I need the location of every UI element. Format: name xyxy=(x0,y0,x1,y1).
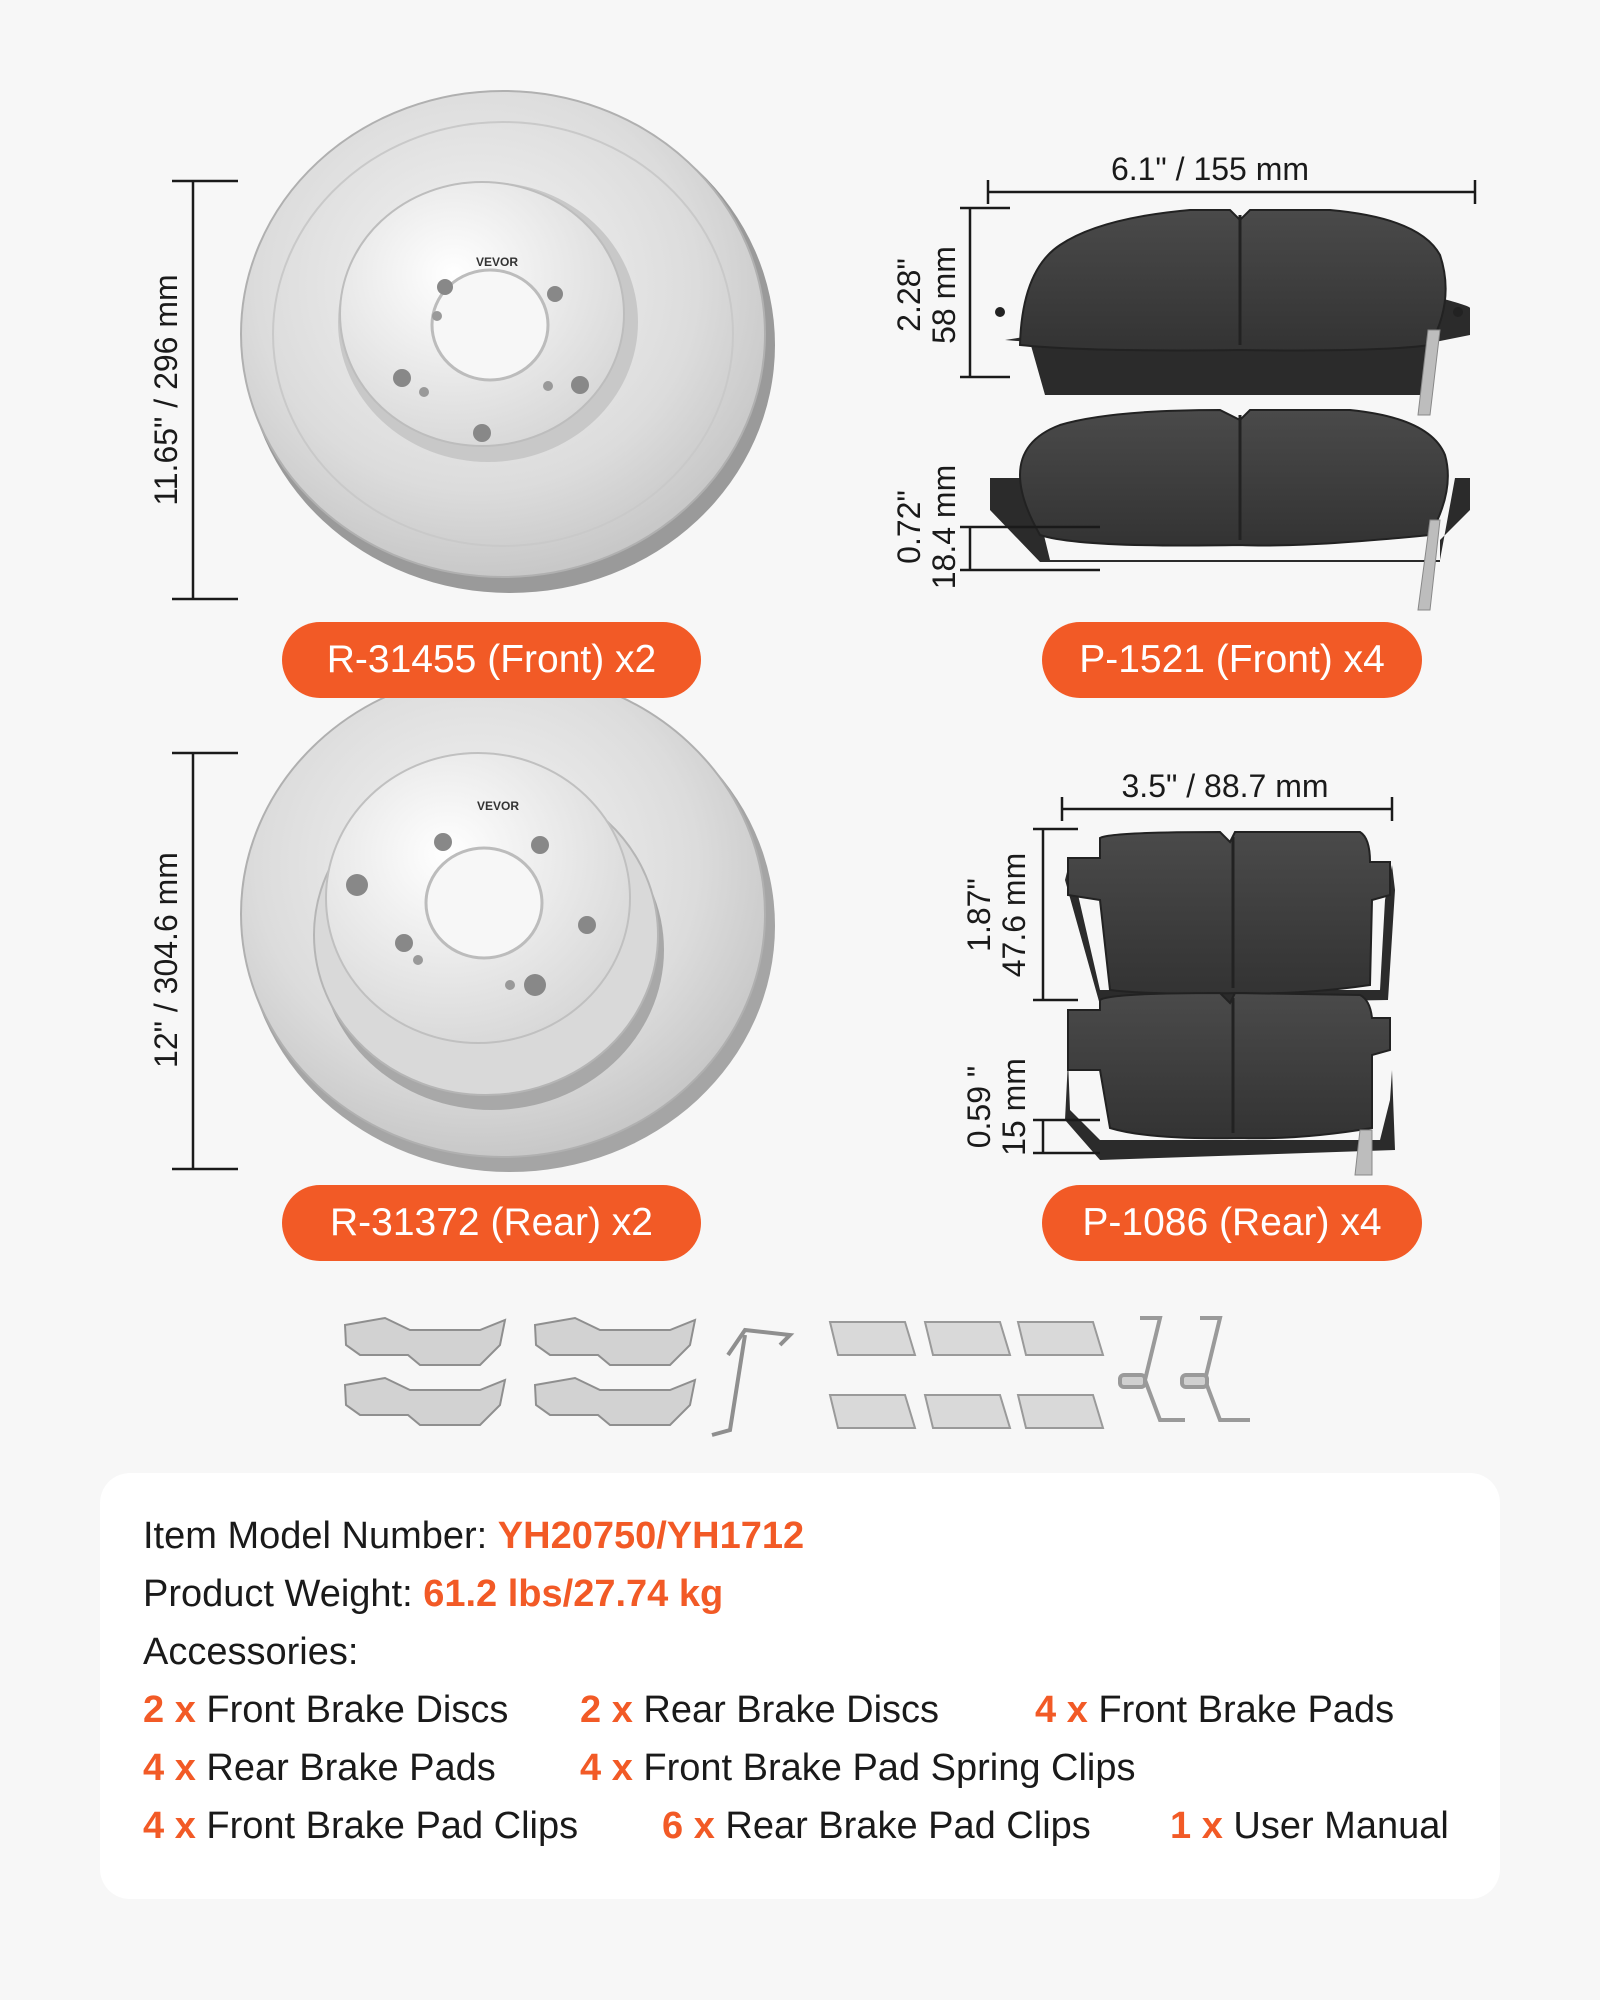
accessory-qty: 2 x xyxy=(143,1689,196,1731)
rear-pad-height-mm-label: 47.6 mm xyxy=(996,852,1032,978)
rear-pad-spring-clips-image xyxy=(1120,1318,1250,1420)
model-number-value: YH20750/YH1712 xyxy=(497,1515,805,1557)
model-number-line xyxy=(143,1512,804,1560)
accessory-name: User Manual xyxy=(1222,1805,1449,1847)
front-pad-spring-clip-image xyxy=(712,1330,790,1435)
model-number-label: Item Model Number: xyxy=(143,1515,498,1557)
accessory-item xyxy=(580,1686,939,1734)
accessory-item xyxy=(1170,1802,1449,1850)
accessory-item xyxy=(1035,1686,1394,1734)
accessory-item xyxy=(580,1744,1136,1792)
front-rotor-brand: VEVOR xyxy=(475,255,519,269)
accessory-qty: 1 x xyxy=(1170,1805,1223,1847)
accessory-name: Front Brake Discs xyxy=(195,1689,509,1731)
front-rotor-diameter-label: 11.65" / 296 mm xyxy=(148,274,184,506)
rear-pad-clips-image xyxy=(830,1322,1103,1428)
accessory-item xyxy=(143,1686,508,1734)
rear-pad-thickness-mm-label: 15 mm xyxy=(996,1058,1032,1156)
rear-pad-thickness-in-label: 0.59 " xyxy=(961,1065,997,1149)
product-weight-label: Product Weight: xyxy=(143,1573,424,1615)
front-pads-part-label: P-1521 (Front) x4 xyxy=(1042,622,1422,698)
product-weight-line xyxy=(143,1570,723,1618)
accessory-item xyxy=(143,1802,578,1850)
rear-rotor-image xyxy=(241,671,775,1172)
front-pad-height-line xyxy=(960,208,1010,377)
accessory-item xyxy=(662,1802,1091,1850)
product-weight-value: 61.2 lbs/27.74 kg xyxy=(423,1573,724,1615)
front-pad-thickness-mm-label: 18.4 mm xyxy=(926,464,962,590)
rear-pad-height-line xyxy=(1033,829,1078,1000)
accessory-name: Rear Brake Discs xyxy=(632,1689,940,1731)
front-pad-clips-image xyxy=(345,1318,695,1425)
front-pad-height-in-label: 2.28" xyxy=(891,258,927,332)
accessories-heading: Accessories: xyxy=(143,1631,359,1673)
accessory-qty: 4 x xyxy=(143,1747,196,1789)
accessory-qty: 4 x xyxy=(1035,1689,1088,1731)
front-pad-height-mm-label: 58 mm xyxy=(926,246,962,344)
front-pad-length-label: 6.1" / 155 mm xyxy=(1110,151,1310,187)
rear-rotor-diameter-label: 12" / 304.6 mm xyxy=(148,852,184,1068)
rear-pad-height-in-label: 1.87" xyxy=(961,878,997,952)
accessory-item xyxy=(143,1744,496,1792)
rear-brake-pads-image xyxy=(1065,832,1395,1175)
accessory-qty: 6 x xyxy=(662,1805,715,1847)
front-rotor-image xyxy=(241,91,775,593)
accessory-name: Rear Brake Pads xyxy=(195,1747,496,1789)
accessory-name: Rear Brake Pad Clips xyxy=(714,1805,1091,1847)
accessory-name: Front Brake Pad Spring Clips xyxy=(632,1747,1136,1789)
accessory-name: Front Brake Pads xyxy=(1087,1689,1395,1731)
accessory-qty: 4 x xyxy=(143,1805,196,1847)
front-rotor-part-label: R-31455 (Front) x2 xyxy=(282,622,701,698)
accessory-name: Front Brake Pad Clips xyxy=(195,1805,579,1847)
rear-rotor-part-label: R-31372 (Rear) x2 xyxy=(282,1185,701,1261)
front-pad-thickness-in-label: 0.72" xyxy=(891,490,927,564)
rear-pad-length-label: 3.5" / 88.7 mm xyxy=(1121,768,1329,804)
front-brake-pads-image xyxy=(990,210,1470,610)
rear-pads-part-label: P-1086 (Rear) x4 xyxy=(1042,1185,1422,1261)
accessory-qty: 4 x xyxy=(580,1747,633,1789)
accessory-qty: 2 x xyxy=(580,1689,633,1731)
rear-rotor-brand: VEVOR xyxy=(476,799,520,813)
